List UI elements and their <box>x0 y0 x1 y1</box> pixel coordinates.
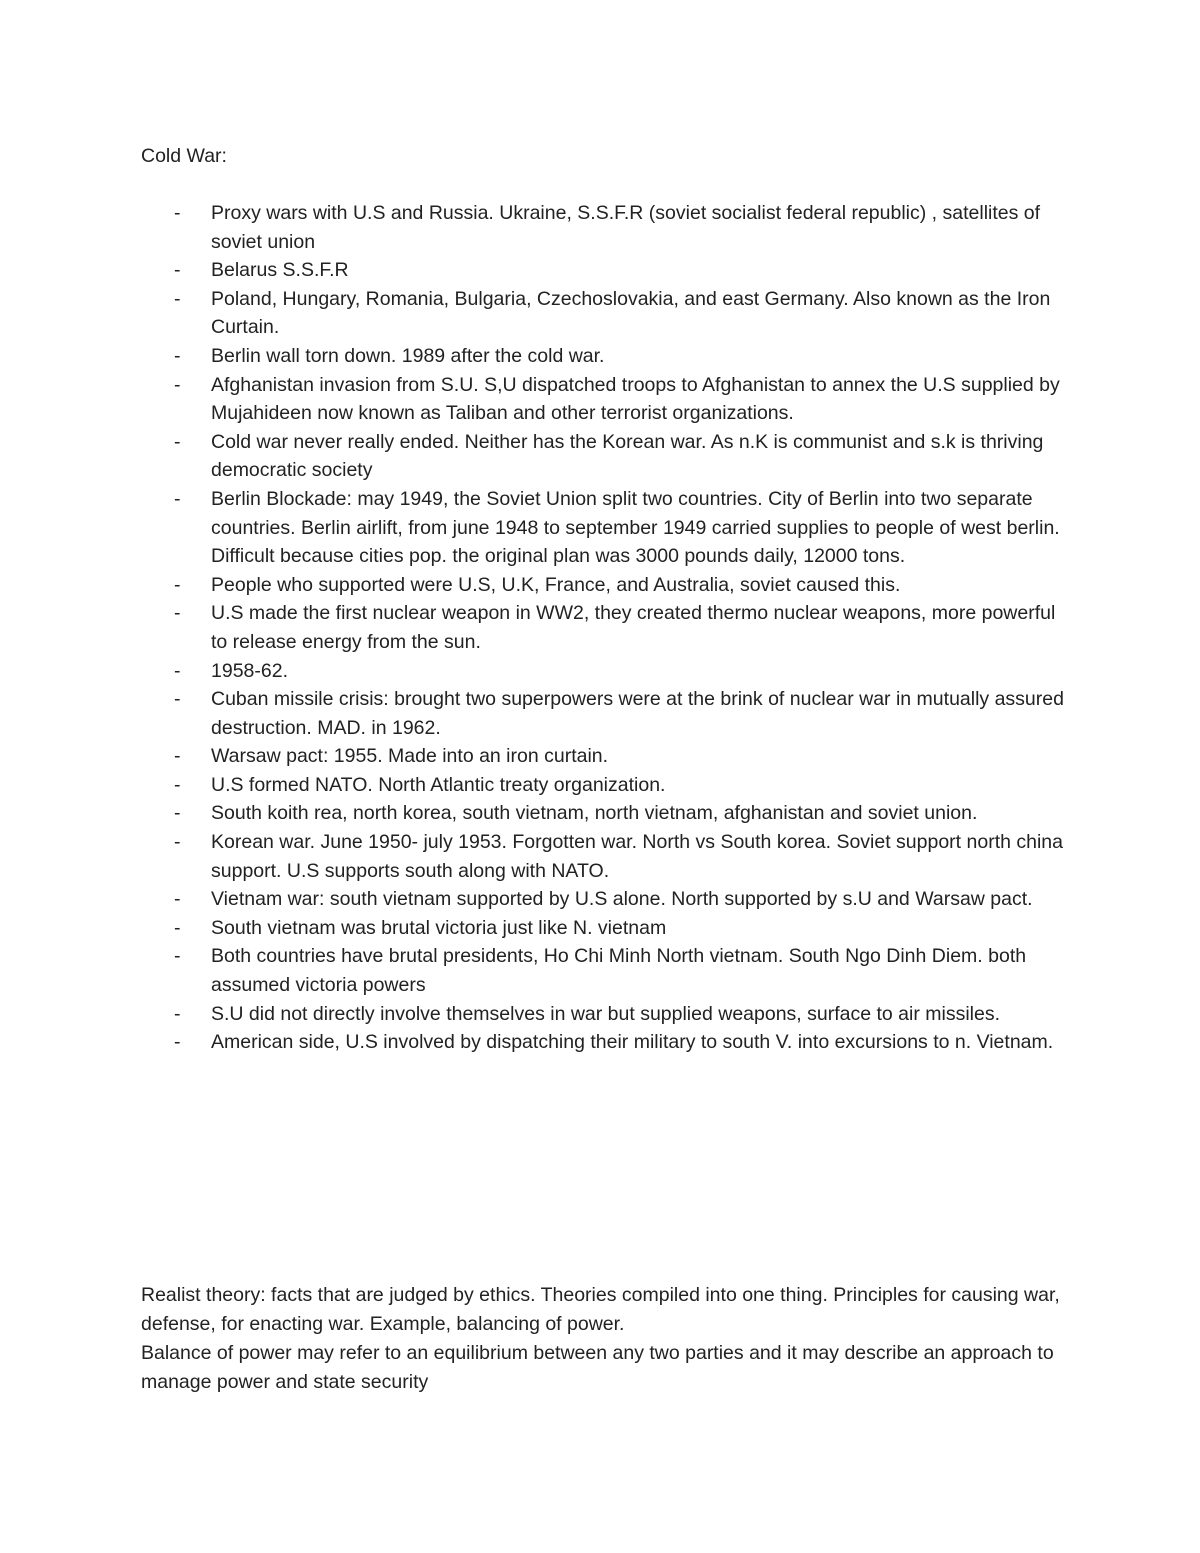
list-item-text: Berlin Blockade: may 1949, the Soviet Union split two countries. City of Berlin into two separate countries. Berlin airlift, from june 1948 to september 1949 carried supplies to people of west berlin. Difficult because cities pop. the original plan was 3000 pounds daily, 12000 tons. <box>211 487 1060 568</box>
list-item-text: Belarus S.S.F.R <box>211 259 349 282</box>
list-item <box>141 428 1071 485</box>
list-item-text: Cold war never really ended. Neither has the Korean war. As n.K is communist and s.k is thriving democratic society <box>211 430 1044 482</box>
list-item <box>141 571 1071 600</box>
list-item <box>141 1000 1071 1029</box>
list-item-text: Both countries have brutal presidents, Ho Chi Minh North vietnam. South Ngo Dinh Diem. both assumed victoria powers <box>211 945 1027 997</box>
bullet-dash: - <box>174 773 181 796</box>
list-item <box>141 942 1071 999</box>
list-item <box>141 914 1071 943</box>
list-item <box>141 342 1071 371</box>
list-item-text: Warsaw pact: 1955. Made into an iron curtain. <box>211 745 609 768</box>
list-item-text: U.S made the first nuclear weapon in WW2, they created thermo nuclear weapons, more powerful to release energy from the sun. <box>211 602 1056 653</box>
bullet-dash: - <box>174 945 181 968</box>
list-item-text: South vietnam was brutal victoria just like N. vietnam <box>211 916 667 939</box>
bullet-dash: - <box>174 745 181 768</box>
list-item-text: S.U did not directly involve themselves in war but supplied weapons, surface to air missiles. <box>211 1002 1001 1025</box>
bullet-dash: - <box>174 659 181 682</box>
list-item <box>141 599 1071 656</box>
list-item <box>141 371 1071 428</box>
list-item-text: U.S formed NATO. North Atlantic treaty organization. <box>211 773 666 796</box>
bullet-dash: - <box>174 802 181 825</box>
list-item-text: Korean war. June 1950- july 1953. Forgotten war. North vs South korea. Soviet support north china support. U.S supports south along with NATO. <box>211 831 1063 882</box>
bullet-dash: - <box>174 573 181 596</box>
list-item <box>141 1028 1071 1057</box>
list-item-text: Proxy wars with U.S and Russia. Ukraine, S.S.F.R (soviet socialist federal republic) , satellites of soviet union <box>211 202 1041 253</box>
bullet-dash: - <box>174 831 181 854</box>
bullet-dash: - <box>174 1031 181 1054</box>
list-item <box>141 285 1071 342</box>
list-item <box>141 885 1071 914</box>
list-item <box>141 828 1071 885</box>
balance-of-power-paragraph: Balance of power may refer to an equilibrium between any two parties and it may describe an approach to manage power and state security <box>141 1342 1054 1393</box>
list-item <box>141 256 1071 285</box>
bullet-dash: - <box>174 916 181 939</box>
bullet-dash: - <box>174 688 181 711</box>
list-item <box>141 771 1071 800</box>
list-item <box>141 742 1071 771</box>
list-item <box>141 485 1071 571</box>
bullet-dash: - <box>174 602 181 625</box>
bullet-dash: - <box>174 259 181 282</box>
list-item <box>141 657 1071 686</box>
bullet-dash: - <box>174 487 181 510</box>
list-item-text: South koith rea, north korea, south vietnam, north vietnam, afghanistan and soviet union. <box>211 802 978 825</box>
list-item-text: American side, U.S involved by dispatching their military to south V. into excursions to n. Vietnam. <box>211 1031 1054 1054</box>
list-item-text: Cuban missile crisis: brought two superpowers were at the brink of nuclear war in mutually assured destruction. MAD. in 1962. <box>211 688 1064 739</box>
bullet-dash: - <box>174 344 181 367</box>
list-item-text: Afghanistan invasion from S.U. S,U dispatched troops to Afghanistan to annex the U.S supplied by Mujahideen now known as Taliban and other terrorist organizations. <box>211 373 1060 425</box>
list-item <box>141 685 1071 742</box>
realist-theory-paragraph: Realist theory: facts that are judged by ethics. Theories compiled into one thing. Principles for causing war, defense, for enacting war. Example, balancing of power. <box>141 1284 1060 1335</box>
bullet-dash: - <box>174 202 181 224</box>
bullet-list <box>141 199 1071 1057</box>
bullet-dash: - <box>174 1002 181 1025</box>
list-item-text: Vietnam war: south vietnam supported by U.S alone. North supported by s.U and Warsaw pact. <box>211 888 1033 911</box>
list-item-text: Poland, Hungary, Romania, Bulgaria, Czechoslovakia, and east Germany. Also known as the Iron Curtain. <box>211 287 1051 339</box>
document-heading: Cold War: <box>141 145 227 167</box>
bullet-dash: - <box>174 430 181 453</box>
list-item <box>141 199 1071 256</box>
bullet-dash: - <box>174 888 181 911</box>
list-item <box>141 799 1071 828</box>
list-item-text: 1958-62. <box>211 659 288 682</box>
list-item-text: People who supported were U.S, U.K, France, and Australia, soviet caused this. <box>211 573 901 596</box>
bullet-dash: - <box>174 287 181 310</box>
bullet-dash: - <box>174 373 181 396</box>
list-item-text: Berlin wall torn down. 1989 after the cold war. <box>211 344 605 367</box>
